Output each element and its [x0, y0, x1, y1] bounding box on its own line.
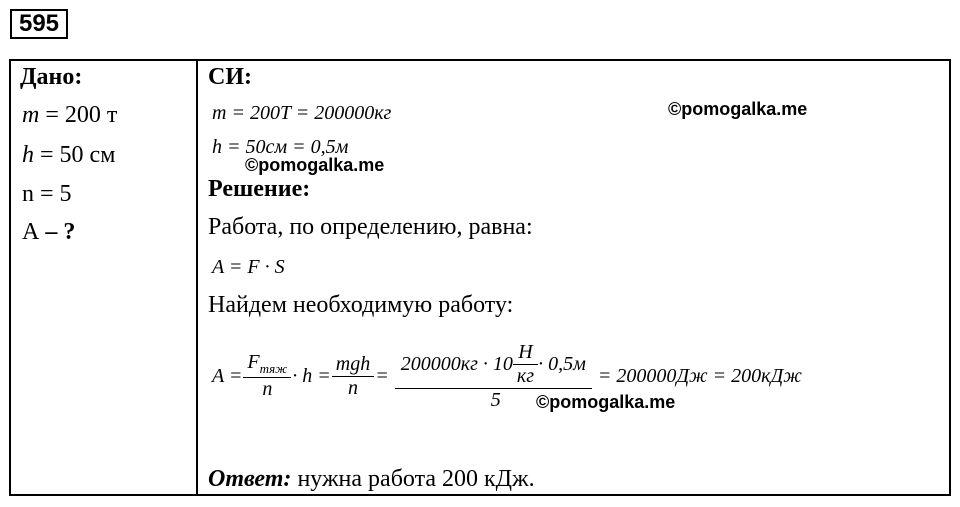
- watermark: ©pomogalka.me: [245, 155, 385, 175]
- watermark: ©pomogalka.me: [536, 392, 676, 412]
- problem-number: 595: [10, 9, 68, 39]
- watermark: ©pomogalka.me: [668, 99, 808, 119]
- given-mass: m = 200 т: [22, 102, 118, 128]
- work-equation: A = $\frac{F_{тяж}}{n}$ · h = $\frac{\text{mgh}}{n}$ = 200000кг · 10 $\frac{Н}{кг}$ · 0,5м 5 = 200000Дж = 200кДж: [212, 340, 802, 411]
- column-divider: [196, 59, 198, 496]
- given-header: Дано:: [20, 64, 83, 90]
- given-unknown: A – ?: [22, 219, 76, 245]
- solution-find-text: Найдем необходимую работу:: [208, 292, 514, 318]
- si-mass-conversion: m = 200T = 200000кг: [212, 102, 392, 124]
- si-height-conversion: h = 50см = 0,5м: [212, 136, 349, 158]
- given-count: n = 5: [22, 181, 72, 207]
- solution-table: [9, 59, 951, 496]
- answer-line: Ответ: нужна работа 200 кДж.: [208, 466, 535, 492]
- work-definition-formula: A = F · S: [212, 256, 285, 278]
- solution-header: Решение:: [208, 176, 311, 202]
- given-height: h = 50 см: [22, 142, 116, 168]
- solution-intro: Работа, по определению, равна:: [208, 214, 533, 240]
- si-header: СИ:: [208, 64, 252, 90]
